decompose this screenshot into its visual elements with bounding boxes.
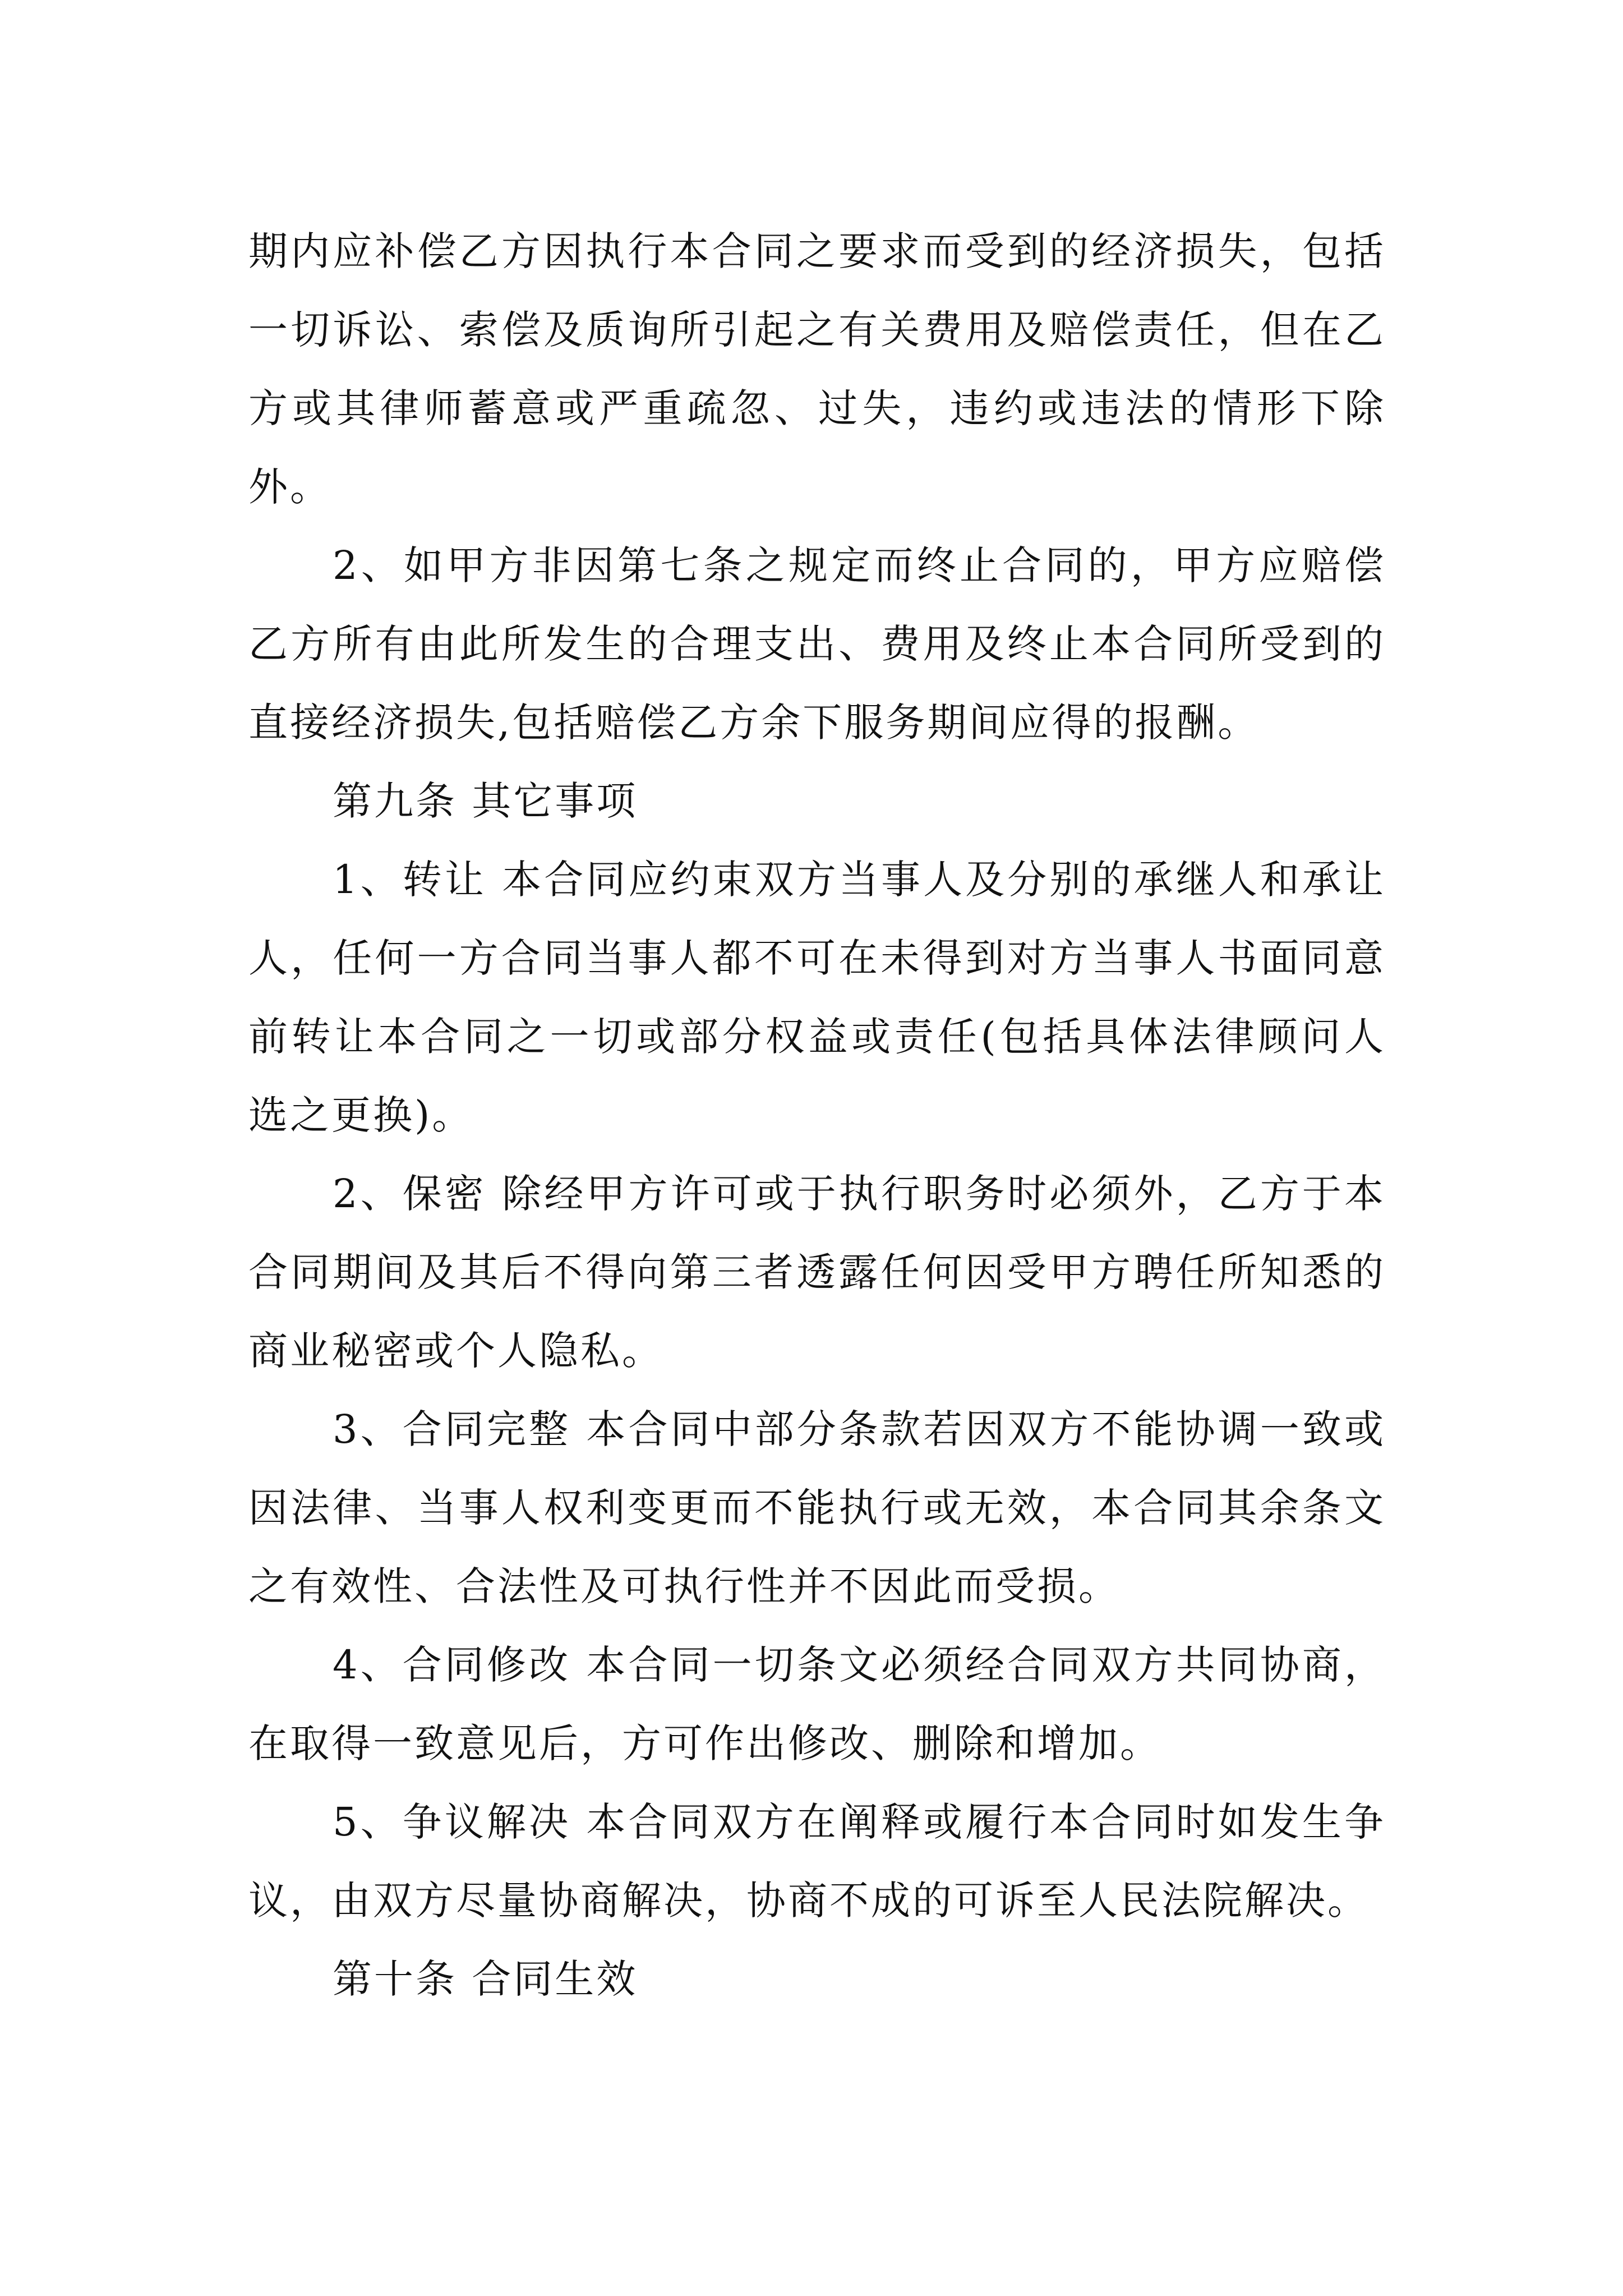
paragraph-contract-amendment: 4、合同修改 本合同一切条文必须经合同双方共同协商，在取得一致意见后，方可作出修改、删除和增加。	[248, 1642, 1386, 1766]
article-9-heading: 第九条 其它事项	[333, 778, 638, 824]
paragraph-compensation-continued: 期内应补偿乙方因执行本合同之要求而受到的经济损失，包括一切诉讼、索偿及质询所引起之有关费用及赔偿责任，但在乙方或其律师蓄意或严重疏忽、过失，违约或违法的情形下除外。	[248, 228, 1386, 510]
article-10-heading: 第十条 合同生效	[333, 1956, 638, 2002]
paragraph-transfer: 1、转让 本合同应约束双方当事人及分别的承继人和承让人，任何一方合同当事人都不可在未得到对方当事人书面同意前转让本合同之一切或部分权益或责任(包括具体法律顾问人选之更换)。	[248, 857, 1386, 1138]
paragraph-contract-integrity: 3、合同完整 本合同中部分条款若因双方不能协调一致或因法律、当事人权利变更而不能执行或无效，本合同其余条文之有效性、合法性及可执行性并不因此而受损。	[248, 1406, 1386, 1609]
paragraph-termination-compensation: 2、如甲方非因第七条之规定而终止合同的，甲方应赔偿乙方所有由此所发生的合理支出、费用及终止本合同所受到的直接经济损失,包括赔偿乙方余下服务期间应得的报酬。	[248, 542, 1386, 746]
paragraph-confidentiality: 2、保密 除经甲方许可或于执行职务时必须外，乙方于本合同期间及其后不得向第三者透露任何因受甲方聘任所知悉的商业秘密或个人隐私。	[248, 1171, 1386, 1374]
paragraph-dispute-resolution: 5、争议解决 本合同双方在阐释或履行本合同时如发生争议，由双方尽量协商解决，协商不成的可诉至人民法院解决。	[248, 1799, 1386, 1924]
document-body	[248, 212, 1386, 2018]
